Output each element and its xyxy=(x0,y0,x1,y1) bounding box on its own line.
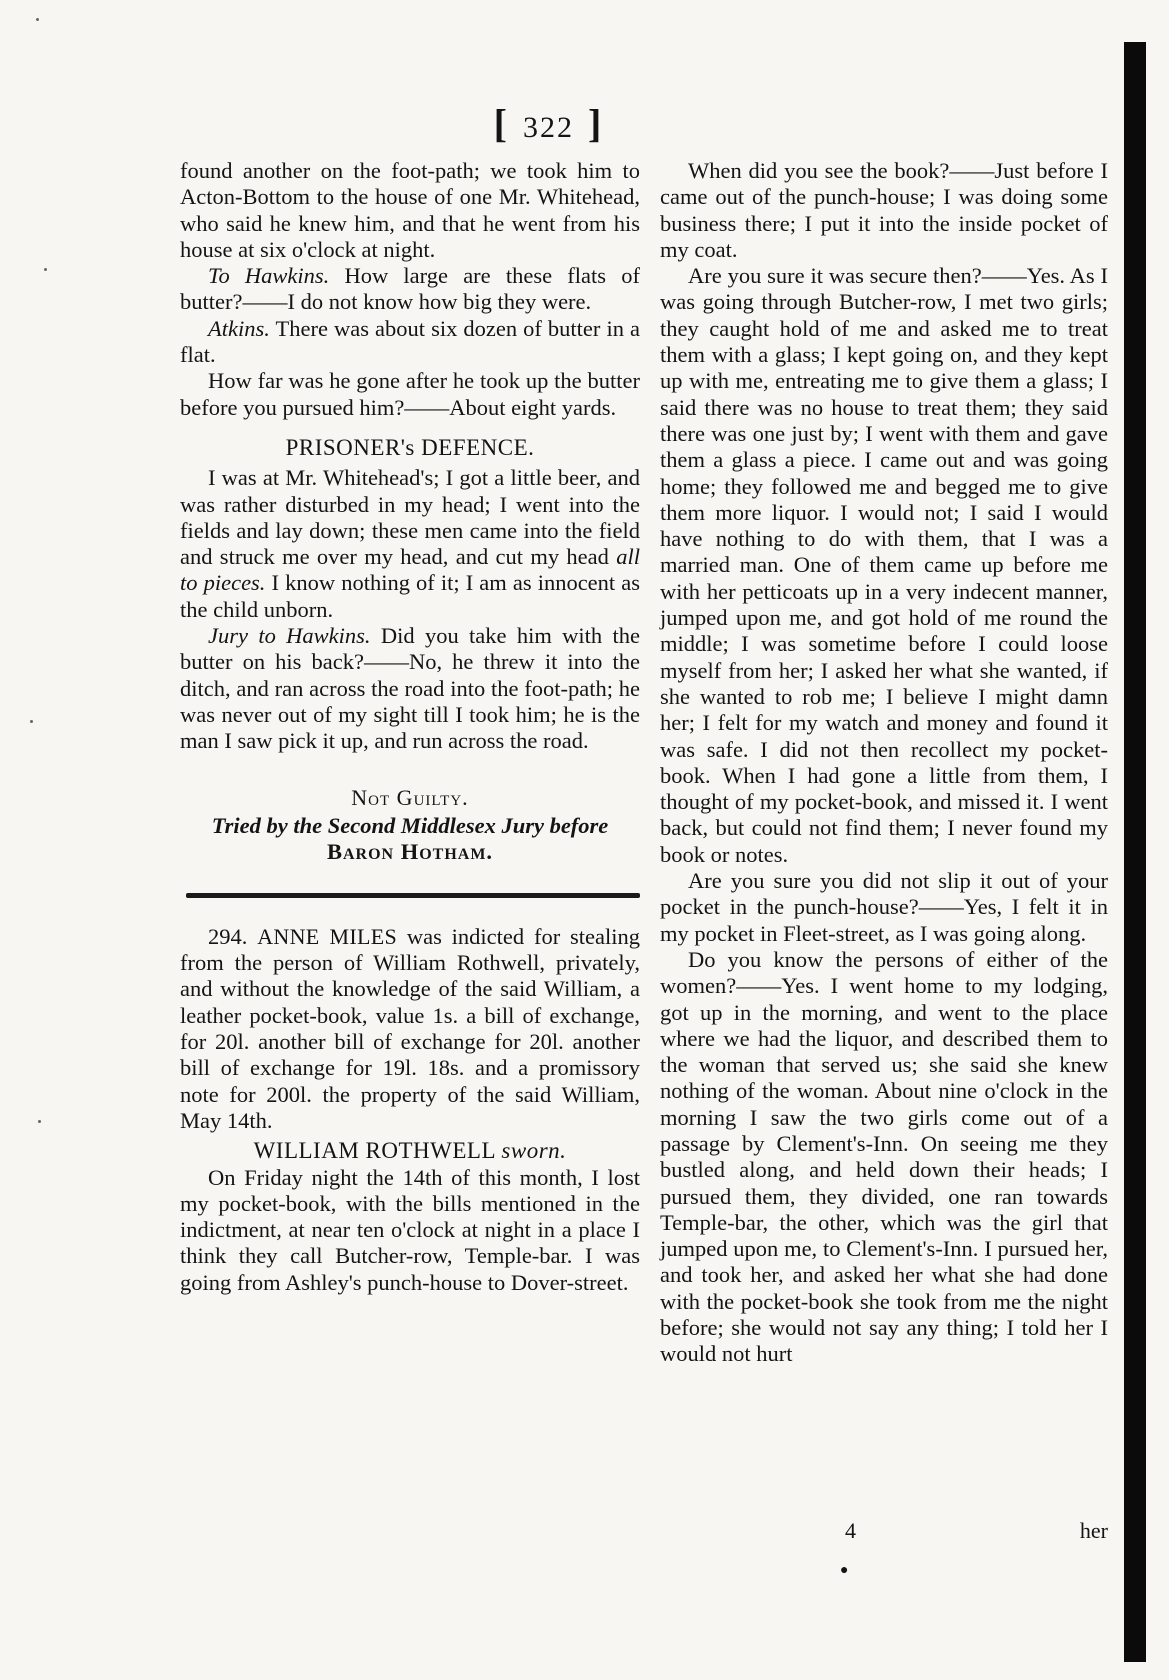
paragraph-text: There was about six dozen of butter in a flat. xyxy=(180,315,640,368)
witness-sworn: sworn. xyxy=(501,1138,567,1164)
scan-speck xyxy=(38,1120,41,1123)
paragraph xyxy=(180,623,640,754)
defendant-name: ANNE MILES xyxy=(257,923,398,949)
verdict xyxy=(180,785,640,811)
speaker: Atkins. xyxy=(208,315,270,341)
paragraph xyxy=(180,465,640,623)
case-paragraph xyxy=(180,924,640,1134)
paragraph: Are you sure it was secure then?——Yes. As I was going through Butcher-row, I met two girls; they caught hold of me and asked me to treat them with a glass; I kept going on, and they kept up with me, entreating me to give them a glass; I said there was no house to treat them; they said there was one just by; I went with them and gave them a glass a piece. I came out and was going home; they followed me and begged me to give them more liquor. I would not; I said I would have nothing to do with them, that I was a married man. One of them came up before me with her petticoats up in a very indecent manner, jumped upon me, and got hold of me round the middle; I was sometime before I could loose myself from her; I asked her what she wanted, if she wanted to rob me; I believe I might damn her; I felt for my watch and money and found it was safe. I did not then recollect my pocket-book. When I had gone a little from them, I thought of my pocket-book, and missed it. I went back, but could not find them; I never found my book or notes. xyxy=(660,263,1108,867)
section-divider xyxy=(186,893,640,898)
paragraph xyxy=(180,316,640,369)
scan-edge-shadow xyxy=(1124,42,1146,1662)
emphasis: all to pieces. xyxy=(180,544,640,596)
judge-name: Baron Hotham. xyxy=(326,838,494,864)
paragraph: Do you know the persons of either of the women?——Yes. I went home to my lodging, got up in the morning, and went to the place where we had the liquor, and described them to the woman that served us; she said she knew nothing of the woman. About nine o'clock in the morning I saw the two girls come out of a passage by Clement's-Inn. On seeing me they bustled along, and held down their heads; I pursued them, they divided, one ran towards Temple-bar, the other, which was the girl that jumped upon me, to Clement's-Inn. I pursued her, and took her, and asked her what she had done with the pocket-book she took from me the night before; she would not say any thing; I told her I would not hurt xyxy=(660,946,1108,1367)
verdict-text: Not Guilty. xyxy=(351,784,469,810)
speaker: Jury to Hawkins. xyxy=(208,623,371,649)
tried-before xyxy=(180,813,640,865)
scan-speck xyxy=(44,268,47,271)
speaker: To Hawkins. xyxy=(208,263,330,289)
paragraph xyxy=(180,263,640,316)
ink-dot-icon: ● xyxy=(840,1563,849,1578)
left-column xyxy=(180,158,640,1296)
scan-speck xyxy=(30,720,33,723)
paragraph: found another on the foot-path; we took him to Acton-Bottom to the house of one Mr. Whitehead, who said he knew him, and that he went from his house at six o'clock at night. xyxy=(180,158,640,262)
paragraph-text: I know nothing of it; I am as innocent as the child unborn. xyxy=(180,570,640,622)
paragraph: On Friday night the 14th of this month, I lost my pocket-book, with the bills mentioned in the indictment, at near ten o'clock at night in a place I think they call Butcher-row, Temple-bar. I was going from Ashley's punch-house to Dover-street. xyxy=(180,1164,640,1295)
paragraph-text: was indicted for stealing from the person of William Rothwell, privately, and without the knowledge of the said William, a leather pocket-book, value 1s. a bill of exchange, for 20l. another bill of exchange for 20l. another bill of exchange for 19l. 18s. and a promissory note for 200l. the property of the said William, May 14th. xyxy=(180,923,641,1133)
paragraph: How far was he gone after he took up the butter before you pursued him?——About eight yards. xyxy=(180,368,640,420)
paragraph: When did you see the book?——Just before I came out of the punch-house; I was doing some business there; I put it into the inside pocket of my coat. xyxy=(660,158,1108,262)
paragraph: Are you sure you did not slip it out of your pocket in the punch-house?——Yes, I felt it in my pocket in Fleet-street, as I was going along. xyxy=(660,868,1108,946)
signature-mark: 4 xyxy=(845,1518,856,1543)
witness-name: WILLIAM ROTHWELL xyxy=(253,1138,496,1164)
page-number xyxy=(0,100,1133,147)
right-column xyxy=(660,158,1108,1368)
bracket-open: [ xyxy=(493,101,509,146)
catchword: her xyxy=(1079,1518,1108,1543)
bracket-close: ] xyxy=(588,101,604,146)
witness-heading xyxy=(180,1138,640,1164)
case-number: 294. xyxy=(208,923,248,949)
page-number-value: 322 xyxy=(523,111,574,144)
paragraph-text: Did you take him with the butter on his back?——No, he threw it into the ditch, and ran across the road into the foot-path; he was never out of my sight till I took him; he is the man I saw pick it up, and run across the road. xyxy=(180,623,641,754)
paragraph-text: How large are these flats of butter?——I do not know how big they were. xyxy=(180,263,640,315)
defence-heading: PRISONER's DEFENCE. xyxy=(285,434,535,460)
tried-text: Tried by the Second Middlesex Jury before xyxy=(211,812,609,838)
scan-speck xyxy=(36,18,39,21)
paragraph-text: I was at Mr. Whitehead's; I got a little beer, and was rather disturbed in my head; I went into the fields and lay down; these men came into the field and struck me over my head, and cut my head xyxy=(180,465,640,570)
